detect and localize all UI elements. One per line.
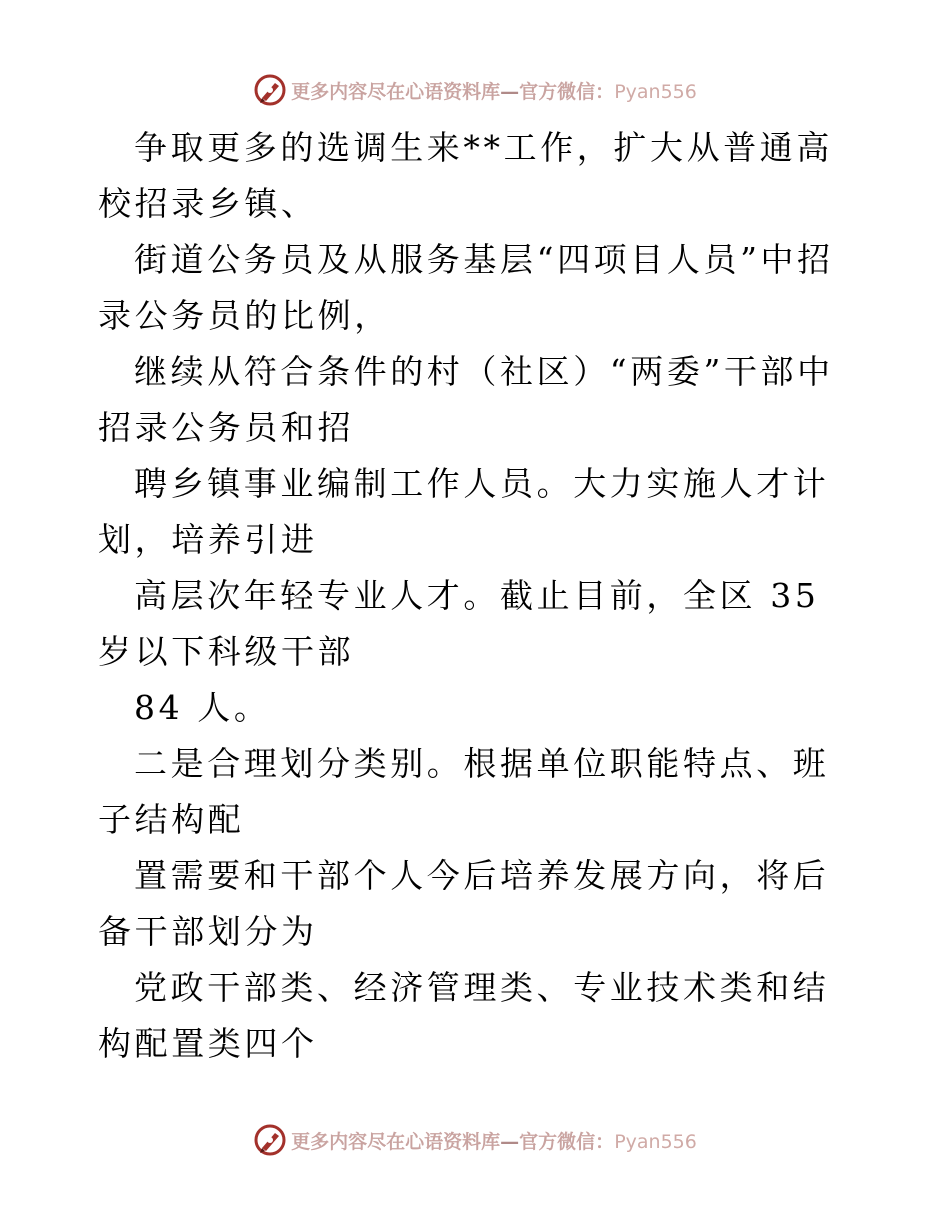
- wechat-label: 官方微信：: [519, 1130, 615, 1153]
- paragraph: 置需要和干部个人今后培养发展方向，将后备干部划分为: [98, 856, 830, 951]
- pen-logo-icon: [253, 73, 287, 107]
- promo-text: 更多内容尽在心语资料库: [291, 1130, 501, 1153]
- watermark-text: [291, 1127, 697, 1154]
- paragraph: 街道公务员及从服务基层“四项目人员”中招录公务员的比例，: [98, 240, 834, 335]
- dash: —: [500, 1130, 520, 1153]
- paragraph: 继续从符合条件的村（社区）“两委”干部中招录公务员和招: [98, 352, 834, 447]
- header-watermark-banner: [0, 70, 950, 110]
- wechat-handle: Pyan556: [614, 80, 697, 103]
- paragraph: 高层次年轻专业人才。截止目前，全区 35 岁以下科级干部: [98, 576, 820, 671]
- paragraph: 聘乡镇事业编制工作人员。大力实施人才计划，培养引进: [98, 464, 830, 559]
- paragraph: 84 人。: [134, 688, 271, 727]
- pen-logo-icon: [253, 1123, 287, 1157]
- document-body: [98, 120, 858, 1072]
- wechat-label: 官方微信：: [519, 80, 615, 103]
- paragraph: 争取更多的选调生来**工作，扩大从普通高校招录乡镇、: [98, 128, 833, 223]
- dash: —: [500, 80, 520, 103]
- watermark-text: [291, 77, 697, 104]
- wechat-handle: Pyan556: [614, 1130, 697, 1153]
- paragraph: 二是合理划分类别。根据单位职能特点、班子结构配: [98, 744, 830, 839]
- footer-watermark-banner: [0, 1120, 950, 1160]
- promo-text: 更多内容尽在心语资料库: [291, 80, 501, 103]
- paragraph: 党政干部类、经济管理类、专业技术类和结构配置类四个: [98, 968, 830, 1063]
